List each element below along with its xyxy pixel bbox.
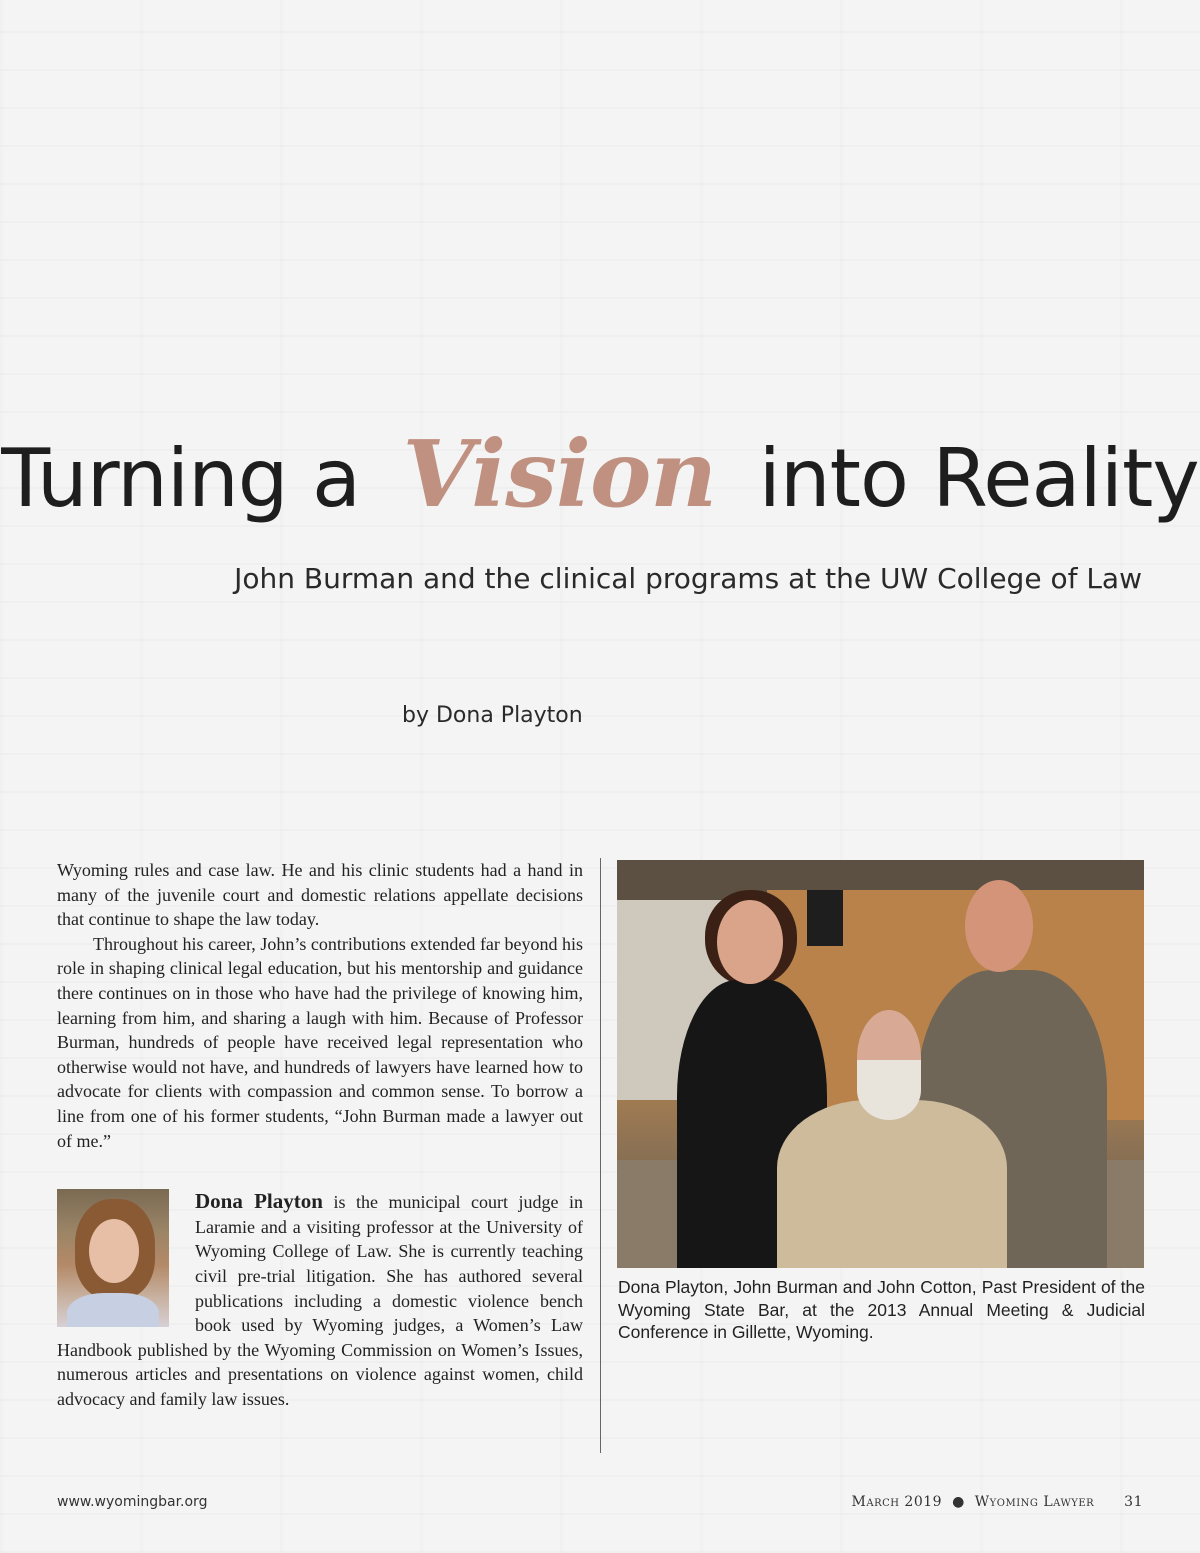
title-part-2: into Reality <box>758 432 1199 525</box>
title-emphasis: Vision <box>402 420 717 528</box>
article-subtitle: John Burman and the clinical programs at the UW College of Law <box>234 562 1142 595</box>
article-byline: by Dona Playton <box>402 703 583 728</box>
left-column <box>57 858 583 1411</box>
footer-issue: March 2019 <box>851 1494 943 1510</box>
title-part-1: Turning a <box>1 432 361 525</box>
article-title <box>0 420 1200 528</box>
footer-separator: ● <box>952 1494 965 1510</box>
event-photo <box>617 860 1144 1268</box>
photo-caption: Dona Playton, John Burman and John Cotton, Past President of the Wyoming State Bar, at the 2013 Annual Meeting & Judicial Conference in Gillette, Wyoming. <box>618 1277 1145 1342</box>
body-paragraph: Throughout his career, John’s contributions extended far beyond his role in shaping clinical legal education, but his mentorship and guidance there continues on in those who have had the privilege of knowing him, learning from him, and sharing a laugh with him. Because of Professor Burman, hundreds of people have received legal representation who otherwise would not have, and hundreds of lawyers have learned how to advocate for clients with compassion and common sense. To borrow a line from one of his former students, “John Burman made a lawyer out of me.” <box>57 933 583 1151</box>
author-bio-text: is the municipal court judge in Laramie and a visiting professor at the University of Wyoming College of Law. She is currently teaching civil pre-trial litigation. She has authored several publications including a domestic violence bench book used by Wyoming judges, a Women’s Law Handbook published by the Wyoming Commission on Women’s Issues, numerous articles and presentations on violence against women, child advocacy and family law issues. <box>57 1192 583 1409</box>
footer-website: www.wyomingbar.org <box>57 1494 208 1510</box>
page-number: 31 <box>1124 1494 1143 1510</box>
column-divider <box>600 858 601 1453</box>
author-photo <box>57 1189 169 1327</box>
author-bio-name: Dona Playton <box>195 1189 323 1214</box>
author-bio <box>57 1189 583 1411</box>
body-paragraph: Wyoming rules and case law. He and his clinic students had a hand in many of the juvenile court and domestic relations appellate decisions that continue to shape the law today. <box>57 860 583 930</box>
footer-publication: Wyoming Lawyer <box>974 1494 1095 1510</box>
footer-issue-info <box>852 1494 1143 1510</box>
